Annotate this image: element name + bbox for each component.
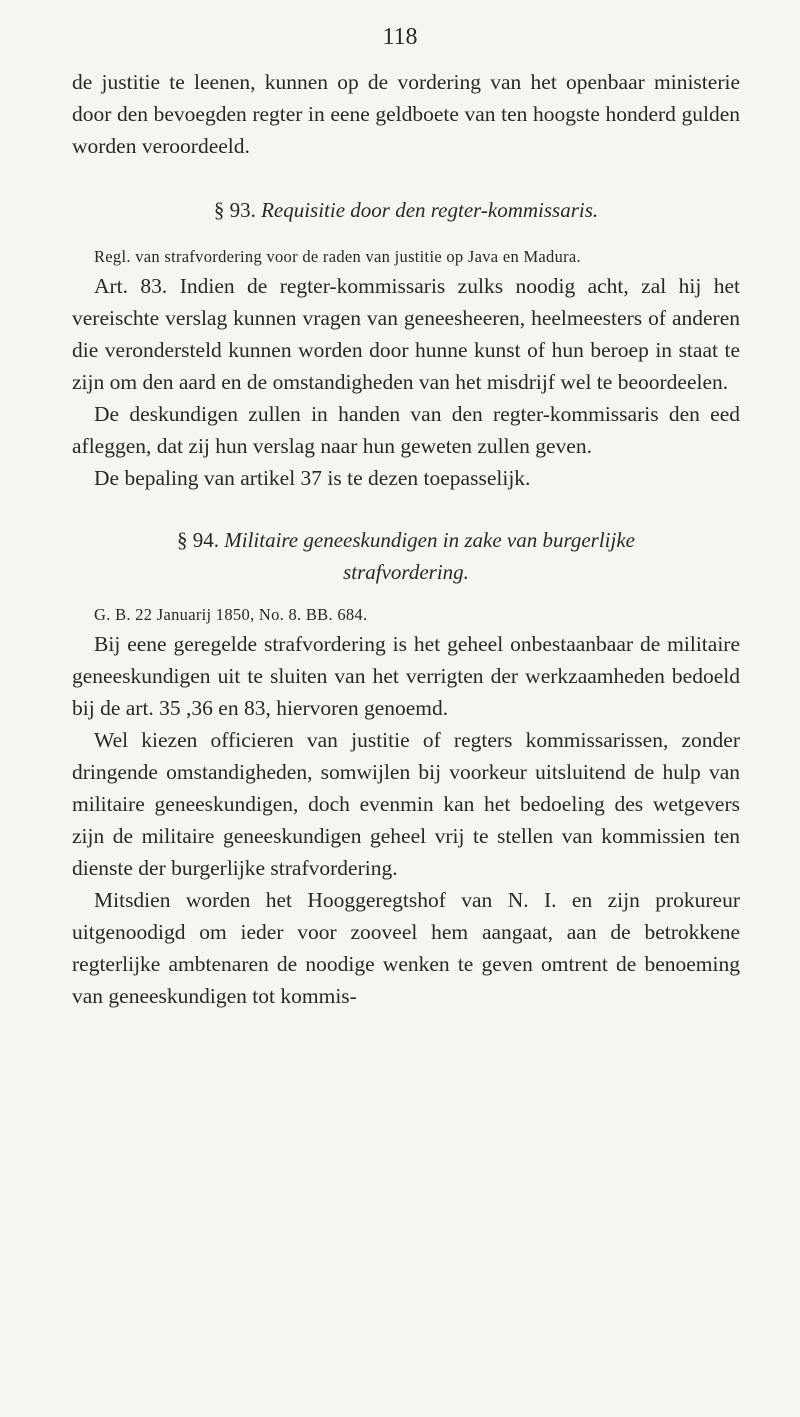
section-94-paragraph: Wel kiezen officieren van justitie of regters kommissarissen, zonder dringende omstandigheden, somwijlen bij voorkeur uitsluitend de hulp van militaire geneeskundigen, doch evenmin kan het bedoeling des wetgevers zijn de militaire geneeskundigen geheel vrij te stellen van kommissien ten dienste der burgerlijke strafvordering. <box>72 728 740 880</box>
section-93-number: § 93. <box>213 198 256 222</box>
section-94-title-line1: Militaire geneeskundigen in zake van burgerlijke <box>224 528 635 552</box>
section-94-title-line2: strafvordering. <box>343 560 469 584</box>
section-94-heading-line2 <box>72 556 740 588</box>
section-93-paragraph: De bepaling van artikel 37 is te dezen toepasselijk. <box>94 466 531 490</box>
article-label: Art. 83. <box>94 274 168 298</box>
page-body <box>72 66 740 1012</box>
section-93-source: Regl. van strafvordering voor de raden van justitie op Java en Madura. <box>94 247 581 266</box>
section-93-paragraph-text: Indien de regter-kommissaris zulks noodig acht, zal hij het vereischte verslag kunnen vragen van geneesheeren, heelmeesters of anderen die verondersteld kunnen worden door hunne kunst of hun beroep in staat te zijn om den aard en de omstandigheden van het misdrijf wel te beoordeelen. <box>72 274 740 394</box>
section-93-paragraph <box>72 270 740 398</box>
section-94-number: § 94. <box>177 528 219 552</box>
page-number: 118 <box>382 24 418 50</box>
section-93-title: Requisitie door den regter-kommissaris. <box>261 198 599 222</box>
section-94-source: G. B. 22 Januarij 1850, No. 8. BB. 684. <box>94 605 368 624</box>
section-94-paragraph: Bij eene geregelde strafvordering is het geheel onbestaanbaar de militaire geneeskundigen uit te sluiten van het verrigten der werkzaamheden bedoeld bij de art. 35 ,36 en 83, hiervoren genoemd. <box>72 632 740 720</box>
section-93-paragraph: De deskundigen zullen in handen van den regter-kommissaris den eed afleggen, dat zij hun verslag naar hun geweten zullen geven. <box>72 402 740 458</box>
section-94-heading <box>72 524 740 556</box>
section-93-heading <box>72 194 740 226</box>
section-94-paragraph: Mitsdien worden het Hooggeregtshof van N. I. en zijn prokureur uitgenoodigd om ieder voor zooveel hem aangaat, aan de betrokkene regterlijke ambtenaren de noodige wenken te geven omtrent de benoeming van geneeskundigen tot kommis- <box>72 888 740 1008</box>
intro-paragraph: de justitie te leenen, kunnen op de vordering van het openbaar ministerie door den bevoegden regter in eene geldboete van ten hoogste honderd gulden worden veroordeeld. <box>72 70 740 158</box>
